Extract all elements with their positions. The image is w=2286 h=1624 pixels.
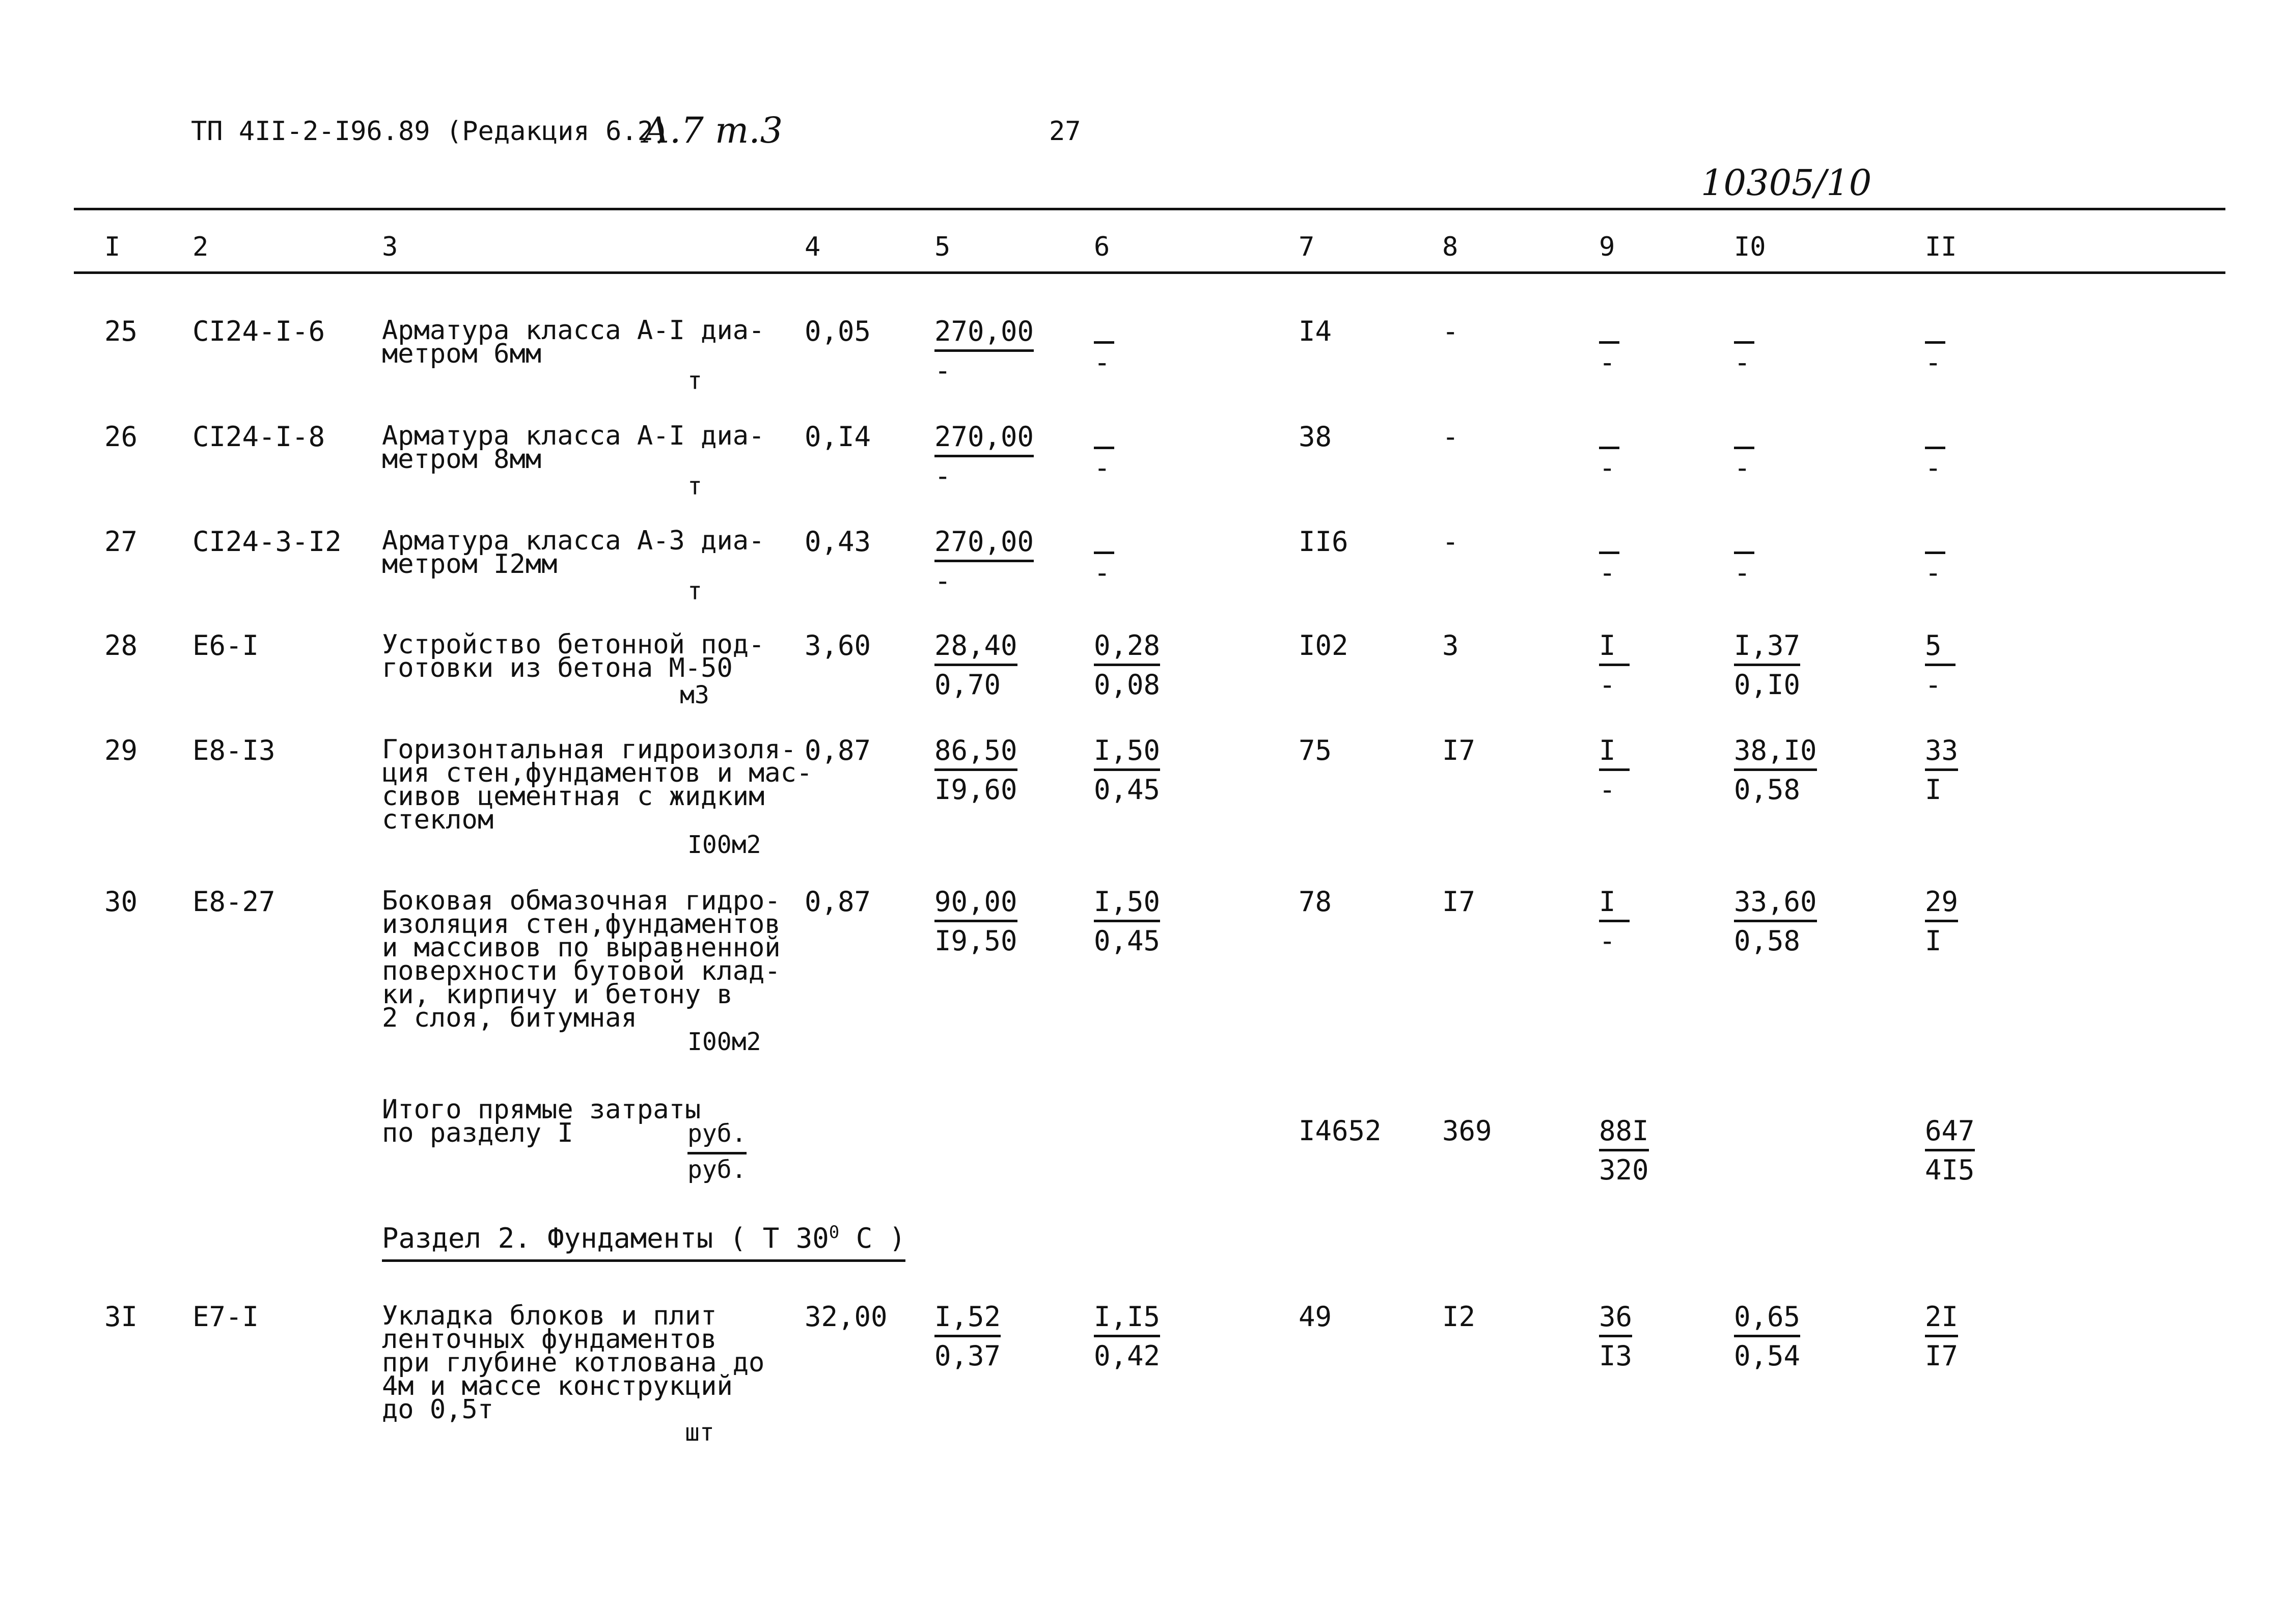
column-header: 2: [192, 232, 209, 262]
col10-value-numerator: [1734, 316, 1754, 344]
col5-value-numerator: I,52: [934, 1301, 1001, 1337]
handwritten-stamp: 10305/10: [1701, 162, 1872, 204]
col9-value-numerator: 36: [1599, 1301, 1632, 1337]
col10-value-numerator: 0,65: [1734, 1301, 1800, 1337]
column-header: 4: [805, 232, 821, 262]
col6-value-denominator: -: [1094, 557, 1111, 589]
col9-value-denominator: -: [1599, 925, 1616, 957]
col5-value-denominator: I9,60: [934, 774, 1017, 806]
col8-value: I7: [1442, 734, 1476, 766]
col8-value: -: [1442, 315, 1459, 347]
col10-value-denominator: -: [1734, 557, 1751, 589]
col6-value-denominator: 0,08: [1094, 669, 1161, 701]
col9-value-denominator: -: [1599, 557, 1616, 589]
col11-value-denominator: I: [1925, 774, 1942, 806]
col9-value-numerator: I: [1599, 630, 1630, 666]
col6-value-numerator: I,50: [1094, 886, 1160, 922]
col8-value: -: [1442, 421, 1459, 453]
row-code: CI24-I-6: [192, 315, 325, 347]
col7-value: I02: [1299, 629, 1348, 662]
section-2-heading: [382, 1222, 905, 1262]
row-quantity: 32,00: [805, 1301, 888, 1333]
col8-value: I2: [1442, 1301, 1476, 1333]
row-description: Арматура класса А-3 диа- метром I2мм: [382, 526, 765, 580]
column-header: I: [104, 232, 121, 262]
total-col11: [1925, 1115, 1975, 1186]
col5-value-numerator: 90,00: [934, 886, 1017, 922]
col6-value: [1094, 316, 1114, 378]
col10-value-denominator: 0,I0: [1734, 669, 1801, 701]
row-unit: т: [687, 367, 702, 395]
row-number: 30: [104, 886, 138, 918]
col7-value: 78: [1299, 886, 1332, 918]
col5-value-denominator: 0,37: [934, 1340, 1001, 1372]
row-unit: I00м2: [687, 831, 761, 859]
col9-value-denominator: -: [1599, 774, 1616, 806]
total-col11-denominator: 4I5: [1925, 1154, 1975, 1186]
col9-value-numerator: [1599, 421, 1619, 449]
col10-value: [1734, 886, 1817, 957]
col10-value-denominator: -: [1734, 452, 1751, 484]
col5-value-denominator: I9,50: [934, 925, 1017, 957]
col9-value-denominator: -: [1599, 346, 1616, 378]
col9-value: [1599, 1301, 1632, 1372]
col5-value: [934, 735, 1017, 806]
col8-value: I7: [1442, 886, 1476, 918]
col9-value-denominator: -: [1599, 669, 1616, 701]
handwritten-reference: А.7 т.3: [643, 109, 783, 151]
col6-value: [1094, 1301, 1160, 1372]
col9-value-numerator: [1599, 316, 1619, 344]
row-unit: шт: [685, 1418, 714, 1447]
col10-value-numerator: [1734, 526, 1754, 554]
col7-value: I4: [1299, 315, 1332, 347]
col9-value-numerator: I: [1599, 735, 1630, 771]
row-unit: м3: [680, 681, 709, 709]
column-header: 5: [934, 232, 951, 262]
col9-value: [1599, 526, 1619, 589]
col10-value-numerator: 33,60: [1734, 886, 1817, 922]
header-bottom-rule: [74, 271, 2225, 274]
col11-value: [1925, 886, 1958, 957]
row-description: Горизонтальная гидроизоля- ция стен,фундаментов и мас- сивов цементная с жидким стеклом: [382, 734, 813, 835]
col9-value-denominator: I3: [1599, 1340, 1633, 1372]
row-quantity: 0,87: [805, 734, 871, 766]
column-header: 7: [1299, 232, 1315, 262]
col9-value-numerator: I: [1599, 886, 1630, 922]
col10-value: [1734, 316, 1754, 378]
col11-value: [1925, 1301, 1958, 1372]
col11-value-numerator: [1925, 316, 1945, 344]
col11-value: [1925, 421, 1945, 484]
row-description: Арматура класса А-I диа- метром 8мм: [382, 421, 765, 475]
col11-value-numerator: 2I: [1925, 1301, 1958, 1337]
col11-value: [1925, 630, 1956, 701]
row-quantity: 0,05: [805, 315, 871, 347]
col5-value-numerator: 270,00: [934, 526, 1034, 562]
col9-value-numerator: [1599, 526, 1619, 554]
col9-value: [1599, 316, 1619, 378]
col10-value: [1734, 630, 1800, 701]
document-code: ТП 4II-2-I96.89 (Редакция 6.2): [191, 116, 670, 147]
column-header: 6: [1094, 232, 1110, 262]
col11-value: [1925, 316, 1945, 378]
total-col11-numerator: 647: [1925, 1115, 1975, 1151]
row-number: 28: [104, 629, 138, 662]
col6-value: [1094, 735, 1160, 806]
column-header: 9: [1599, 232, 1615, 262]
col5-value-denominator: 0,70: [934, 669, 1001, 701]
col7-value: 49: [1299, 1301, 1332, 1333]
col10-value: [1734, 1301, 1800, 1372]
col6-value: [1094, 630, 1160, 701]
col5-value: [934, 526, 1034, 597]
total-unit-top: руб.: [687, 1119, 747, 1148]
col11-value-denominator: -: [1925, 669, 1942, 701]
row-description: Устройство бетонной под- готовки из бетона М-50: [382, 629, 765, 683]
col5-value-numerator: 270,00: [934, 316, 1034, 352]
total-col8: 369: [1442, 1115, 1492, 1147]
col11-value-numerator: [1925, 421, 1945, 449]
total-col9-numerator: 88I: [1599, 1115, 1649, 1151]
row-quantity: 3,60: [805, 629, 871, 662]
col9-value: [1599, 735, 1630, 806]
col10-value-numerator: I,37: [1734, 630, 1800, 666]
col10-value: [1734, 421, 1754, 484]
col6-value-denominator: -: [1094, 452, 1111, 484]
row-code: CI24-I-8: [192, 421, 325, 453]
row-number: 3I: [104, 1301, 138, 1333]
total-unit-bottom: руб.: [687, 1152, 747, 1184]
col8-value: 3: [1442, 629, 1459, 662]
col5-value: [934, 886, 1017, 957]
row-number: 27: [104, 526, 138, 558]
col10-value-denominator: -: [1734, 346, 1751, 378]
col7-value: 38: [1299, 421, 1332, 453]
col9-value: [1599, 630, 1630, 701]
table-top-rule: [74, 208, 2225, 210]
row-number: 25: [104, 315, 138, 347]
col6-value-numerator: [1094, 421, 1114, 449]
col11-value-denominator: -: [1925, 452, 1942, 484]
row-code: CI24-3-I2: [192, 526, 342, 558]
col11-value-numerator: 5: [1925, 630, 1956, 666]
col11-value-denominator: I: [1925, 925, 1942, 957]
col5-value-numerator: 28,40: [934, 630, 1017, 666]
row-number: 26: [104, 421, 138, 453]
col5-value: [934, 630, 1017, 701]
row-description: Арматура класса А-I диа- метром 6мм: [382, 315, 765, 369]
col6-value-numerator: 0,28: [1094, 630, 1160, 666]
row-description: Укладка блоков и плит ленточных фундаментов при глубине котлована до 4м и массе конструкций до 0,5т: [382, 1301, 765, 1425]
col6-value-numerator: I,I5: [1094, 1301, 1160, 1337]
col5-value-denominator: -: [934, 460, 951, 492]
row-unit: т: [687, 472, 702, 501]
col10-value-numerator: 38,I0: [1734, 735, 1817, 771]
col6-value-denominator: 0,42: [1094, 1340, 1161, 1372]
col6-value-numerator: [1094, 316, 1114, 344]
col5-value-numerator: 270,00: [934, 421, 1034, 457]
col9-value-denominator: -: [1599, 452, 1616, 484]
col11-value-denominator: -: [1925, 557, 1942, 589]
row-number: 29: [104, 734, 138, 766]
column-header: II: [1925, 232, 1957, 262]
col9-value: [1599, 421, 1619, 484]
row-description: Боковая обмазочная гидро- изоляция стен,фундаментов и массивов по выравненной поверхности бутовой клад- ки, кирпичу и бетону в 2 слоя, битумная: [382, 886, 781, 1033]
col11-value: [1925, 526, 1945, 589]
row-quantity: 0,I4: [805, 421, 871, 453]
col7-value: II6: [1299, 526, 1348, 558]
col10-value-numerator: [1734, 421, 1754, 449]
row-quantity: 0,87: [805, 886, 871, 918]
total-col9: [1599, 1115, 1649, 1186]
row-code: Е8-27: [192, 886, 276, 918]
col9-value: [1599, 886, 1630, 957]
column-header: 3: [382, 232, 398, 262]
col6-value: [1094, 886, 1160, 957]
total-col9-denominator: 320: [1599, 1154, 1649, 1186]
col5-value-denominator: -: [934, 354, 951, 387]
col10-value-denominator: 0,58: [1734, 774, 1801, 806]
col6-value-denominator: 0,45: [1094, 925, 1161, 957]
column-header: I0: [1734, 232, 1766, 262]
col10-value: [1734, 735, 1817, 806]
col7-value: 75: [1299, 734, 1332, 766]
page-number: 27: [1049, 116, 1081, 147]
col11-value-denominator: -: [1925, 346, 1942, 378]
total-label: Итого прямые затраты по разделу I: [382, 1094, 701, 1148]
section-2-title: Раздел 2. Фундаменты ( Т 30: [382, 1222, 829, 1254]
col11-value: [1925, 735, 1958, 806]
col5-value: [934, 421, 1034, 492]
row-code: Е7-I: [192, 1301, 259, 1333]
col6-value: [1094, 421, 1114, 484]
column-header: 8: [1442, 232, 1458, 262]
row-unit: I00м2: [687, 1028, 761, 1056]
col5-value-numerator: 86,50: [934, 735, 1017, 771]
col6-value-numerator: I,50: [1094, 735, 1160, 771]
col6-value-denominator: -: [1094, 346, 1111, 378]
col11-value-numerator: [1925, 526, 1945, 554]
row-code: Е8-I3: [192, 734, 276, 766]
col5-value-denominator: -: [934, 565, 951, 597]
col11-value-numerator: 33: [1925, 735, 1958, 771]
col10-value-denominator: 0,54: [1734, 1340, 1801, 1372]
col11-value-denominator: I7: [1925, 1340, 1959, 1372]
col6-value: [1094, 526, 1114, 589]
col10-value-denominator: 0,58: [1734, 925, 1801, 957]
col6-value-denominator: 0,45: [1094, 774, 1161, 806]
row-quantity: 0,43: [805, 526, 871, 558]
col8-value: -: [1442, 526, 1459, 558]
col6-value-numerator: [1094, 526, 1114, 554]
col11-value-numerator: 29: [1925, 886, 1958, 922]
degree-mark: 0: [829, 1222, 840, 1243]
col5-value: [934, 316, 1034, 387]
col5-value: [934, 1301, 1001, 1372]
col10-value: [1734, 526, 1754, 589]
row-unit: т: [687, 577, 702, 605]
section-2-tail: С ): [839, 1222, 906, 1254]
total-col7: I4652: [1299, 1115, 1382, 1147]
row-code: Е6-I: [192, 629, 259, 662]
